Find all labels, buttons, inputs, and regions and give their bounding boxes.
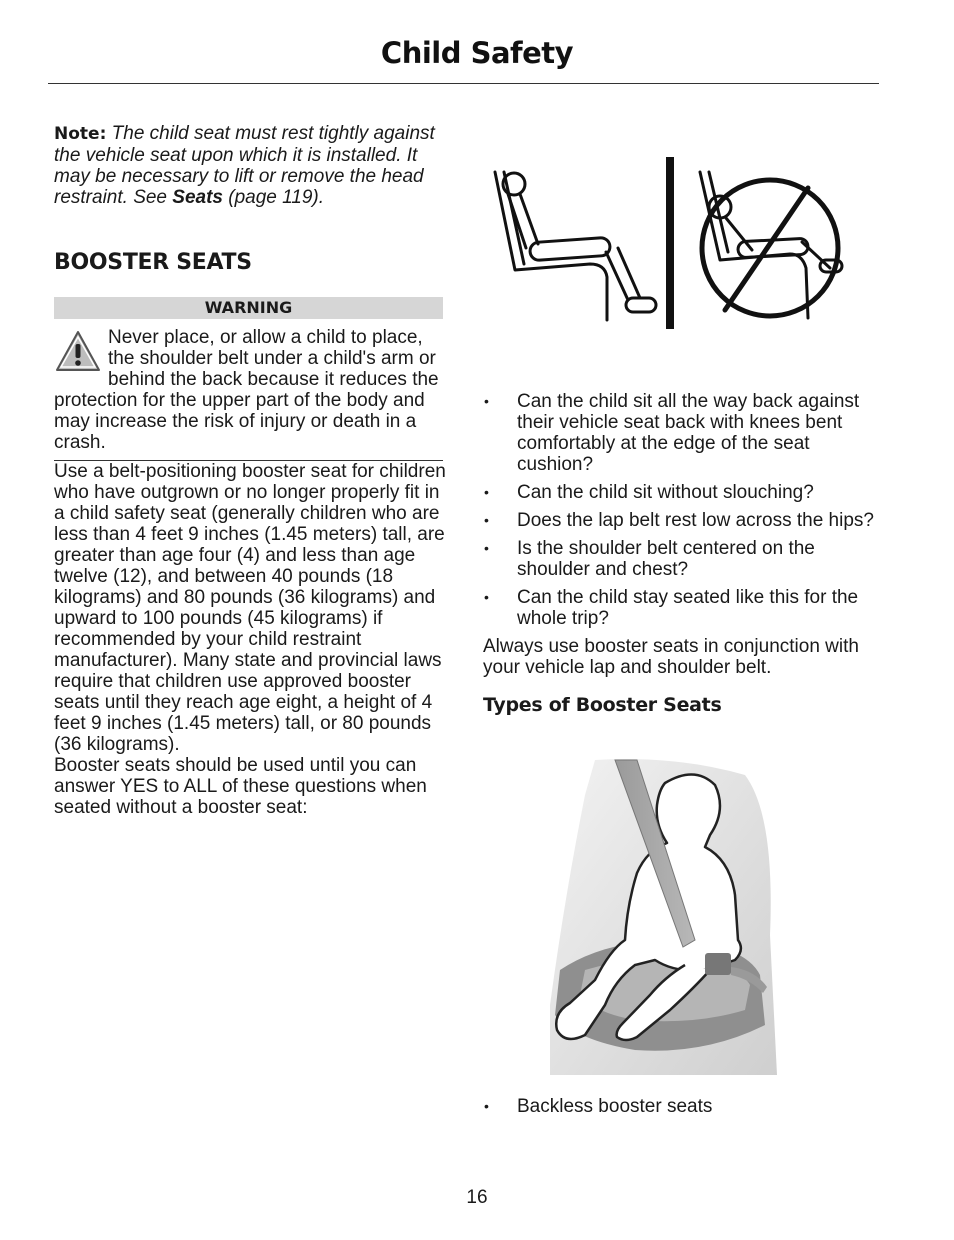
conjunction-paragraph: Always use booster seats in conjunction with your vehicle lap and shoulder belt. (483, 636, 859, 678)
left-column (54, 123, 446, 818)
note-page-ref: (page 119). (222, 187, 325, 208)
seat-fit-illustration (490, 152, 850, 334)
list-item: • Can the child stay seated like this for the whole trip? (483, 587, 879, 629)
list-item: • Can the child sit without slouching? (483, 482, 879, 503)
page-number: 16 (466, 1187, 488, 1208)
warning-triangle-icon (54, 329, 102, 373)
list-item-backless-booster: • Backless booster seats (483, 1096, 879, 1117)
warning-label: WARNING (54, 297, 443, 319)
seats-reference-link[interactable]: Seats (172, 187, 223, 208)
right-column (483, 391, 879, 716)
page-title: Child Safety (380, 36, 574, 70)
backless-booster-illustration (545, 755, 785, 1080)
list-item: • Is the shoulder belt centered on the shoulder and chest? (483, 538, 879, 580)
warning-text: Never place, or allow a child to place, the shoulder belt under a child's arm or behind the back because it reduces the protection for the upper part of the body and may increase the risk of injury or death in a crash. (54, 327, 439, 453)
warning-body (54, 327, 443, 453)
title-rule (48, 83, 879, 84)
note-text: The child seat must rest tightly against the vehicle seat upon which it is installed. It may be necessary to lift or remove the head restraint. See (54, 123, 435, 208)
bottom-bullet-list (483, 1096, 879, 1124)
note-label: Note: (54, 124, 107, 144)
booster-paragraph-2: Booster seats should be used until you can answer YES to ALL of these questions when seated without a booster seat: (54, 755, 427, 818)
fit-questions-list (483, 391, 879, 629)
note (54, 123, 446, 208)
types-subheading: Types of Booster Seats (483, 694, 722, 716)
booster-paragraph-1: Use a belt-positioning booster seat for children who have outgrown or no longer properly fit in a child safety seat (generally children who are less than 4 feet 9 inches (1.45 meters) tall, are greater than age four (4) and less than age twelve (12), and between 40 pounds (18 kilograms) and 80 pounds (36 kilograms) and upward to 100 pounds (45 kilograms) if recommended by your child restraint manufacturer). Many state and provincial laws require that children use approved booster seats until they reach age eight, a height of 4 feet 9 inches (1.45 meters) tall, or 80 pounds (36 kilograms). (54, 461, 446, 755)
list-item: • Can the child sit all the way back against their vehicle seat back with knees bent comfortably at the edge of the seat cushion? (483, 391, 879, 475)
list-item: • Does the lap belt rest low across the hips? (483, 510, 879, 531)
section-heading: BOOSTER SEATS (54, 250, 252, 275)
